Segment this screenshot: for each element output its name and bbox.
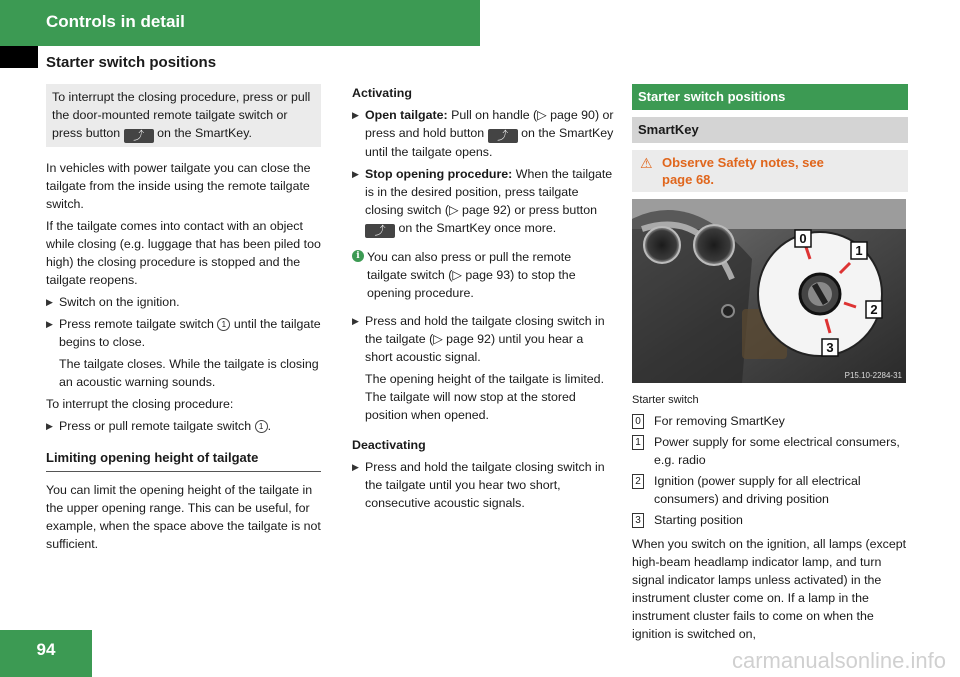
step-item: ▶ Press remote tailgate switch 1 until the tailgate begins to close. [46,317,321,349]
heading-deactivating: Deactivating [352,438,426,452]
legend-item: 2 Ignition (power supply for all electrical consumers) and driving position [632,472,908,508]
column-right [632,84,908,647]
warning-box: ⚠ Observe Safety notes, see page 68. [632,150,908,192]
callout-number: 1 [217,318,230,331]
topic-bar: Starter switch positions [632,84,908,110]
position-label: 2 [870,302,878,317]
step-arrow-icon: ▶ [46,319,53,329]
paragraph: When you switch on the ignition, all lamps (except high-beam headlamp indicator lamp, and turn signal indicator lamps unless activated) in the instrument cluster come on. If a lamp in the instrument cluster fails to come on when the ignition is switched on, [632,537,907,641]
tailgate-button-icon: ⤴ [488,129,518,143]
step-arrow-icon: ▶ [46,421,53,431]
info-icon: i [352,250,364,262]
step-note: The tailgate closes. While the tailgate is closing an acoustic warning sounds. [59,357,319,389]
step-note: The opening height of the tailgate is limited. The tailgate will now stop at the stored position when opened. [365,372,605,422]
section-title: Starter switch positions [46,54,217,71]
step-arrow-icon: ▶ [46,297,53,307]
paragraph: To interrupt the closing procedure: [46,397,234,411]
position-label: 3 [826,340,834,355]
step-item: ▶ Press and hold the tailgate closing switch in the tailgate (▷ page 92) until you hear a short acoustic signal. [352,314,605,364]
watermark: carmanualsonline.info [731,648,946,673]
step-item: ▶ Open tailgate: Pull on handle (▷ page 90) or press and hold button ⤴ on the SmartKey until the tailgate opens. [352,108,614,159]
step-arrow-icon: ▶ [352,169,359,179]
legend-item: 3 Starting position [632,511,908,529]
paragraph: If the tailgate comes into contact with an object while closing (e.g. luggage that has been piled too high) the closing procedure is stopped and the tailgate reopens. [46,219,321,287]
section-marker [0,46,38,68]
tailgate-button-icon: ⤴ [365,224,395,238]
page-number-tab [0,630,92,677]
warning-triangle-icon: ⚠ [640,155,653,171]
note-box: To interrupt the closing procedure, press or pull the door-mounted remote tailgate switch or press button ⤴ on the SmartKey. [46,84,321,147]
legend-item: 1 Power supply for some electrical consumers, e.g. radio [632,433,908,469]
position-label: 1 [855,243,863,258]
step-item: ▶ Switch on the ignition. [46,295,180,309]
column-middle [352,84,614,516]
header-bar [0,0,480,46]
paragraph: You can limit the opening height of the tailgate in the upper opening range. This can be useful, for example, when the space above the tailgate is not sufficient. [46,483,321,551]
tailgate-button-icon: ⤴ [124,129,154,143]
chapter-title: Controls in detail [46,12,185,31]
step-arrow-icon: ▶ [352,316,359,326]
step-arrow-icon: ▶ [352,110,359,120]
legend-item: 0 For removing SmartKey [632,412,908,430]
position-label: 0 [799,231,807,246]
callout-number: 1 [255,420,268,433]
paragraph: In vehicles with power tailgate you can close the tailgate from the inside using the remote tailgate switch. [46,161,311,211]
step-item: ▶ Press and hold the tailgate closing switch in the tailgate until you hear two short, consecutive acoustic signals. [352,460,605,510]
subsection-heading: Limiting opening height of tailgate [46,449,321,472]
figure-caption: Starter switch [632,394,699,406]
starter-switch-photo [632,199,906,383]
subtopic-bar: SmartKey [632,117,908,143]
photo-code: P15.10-2284-31 [844,371,902,380]
step-arrow-icon: ▶ [352,462,359,472]
info-note: i You can also press or pull the remote tailgate switch (▷ page 93) to stop the opening procedure. [352,248,614,302]
step-item: ▶ Stop opening procedure: When the tailgate is in the desired position, press tailgate closing switch (▷ page 92) or press button ⤴ on the SmartKey once more. [352,167,613,237]
step-item: ▶ Press or pull remote tailgate switch 1 . [46,419,272,433]
column-left [46,84,321,557]
heading-activating: Activating [352,86,412,100]
page-number: 94 [36,640,56,659]
